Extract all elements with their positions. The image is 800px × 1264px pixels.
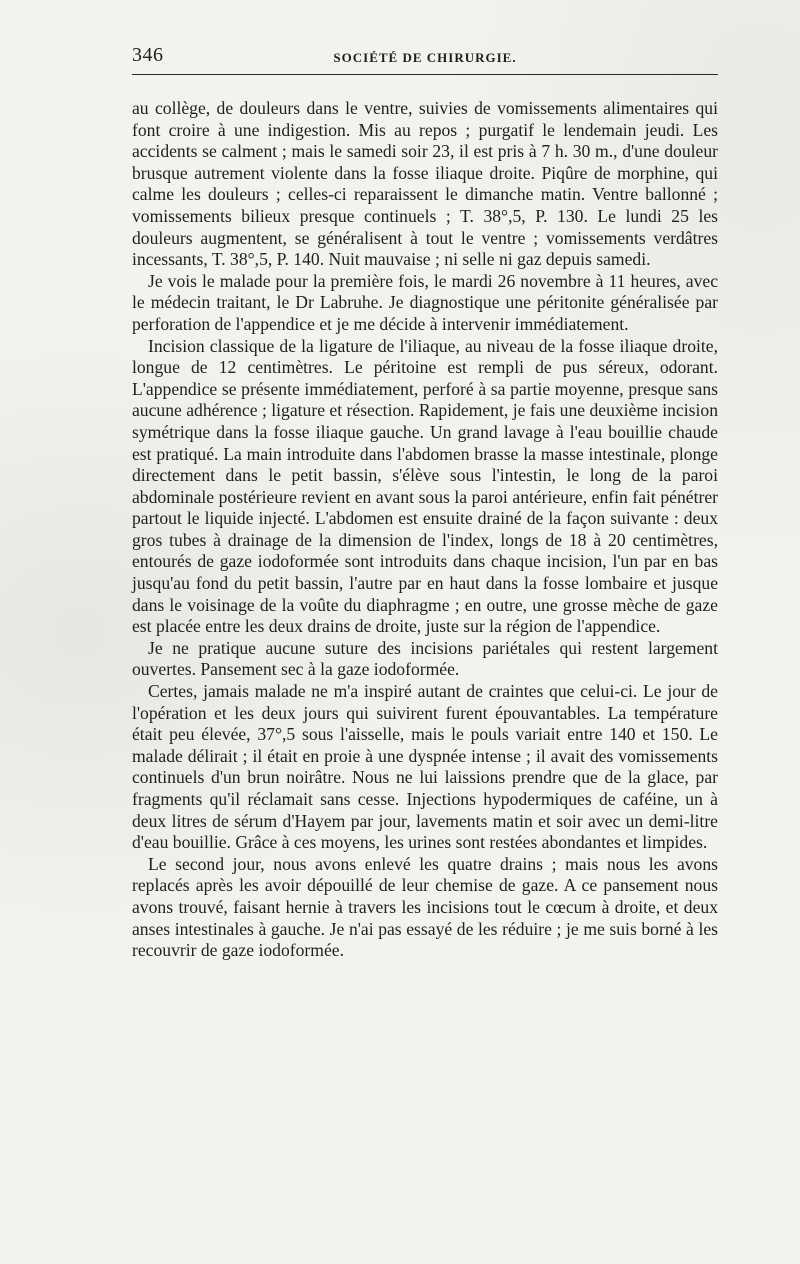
paragraph-diagnosis: Je vois le malade pour la première fois, le mardi 26 novembre à 11 heures, avec le médecin traitant, le Dr Labruhe. Je diagnostique une péritonite généralisée par perforation de l'appendice et je me décide à intervenir immédiatement. bbox=[132, 270, 718, 334]
paragraph-operation: Incision classique de la ligature de l'iliaque, au niveau de la fosse iliaque droite, longue de 12 centimètres. Le péritoine est rempli de pus séreux, odorant. L'appendice se présente immédiatement, perforé à sa partie moyenne, presque sans aucune adhérence ; ligature et résection. Rapidement, je fais une deuxième incision symétrique dans la fosse iliaque gauche. Un grand lavage à l'eau bouillie chaude est pratiqué. La main introduite dans l'abdomen brasse la masse intestinale, plonge directement dans le petit bassin, s'élève sous l'intestin, le long de la paroi abdominale postérieure revient en avant sous la paroi antérieure, enfin fait pénétrer partout le liquide injecté. L'abdomen est ensuite drainé de la façon suivante : deux gros tubes à drainage de la dimension de l'index, longs de 18 à 20 centimètres, entourés de gaze iodoformée sont introduits dans chaque incision, l'un par en bas jusqu'au fond du petit bassin, l'autre par en haut dans la fosse lombaire et jusque dans le voisinage de la voûte du diaphragme ; en outre, une grosse mèche de gaze est placée entre les deux drains de droite, juste sur la région de l'appendice. bbox=[132, 335, 718, 637]
paragraph-postop: Certes, jamais malade ne m'a inspiré autant de craintes que celui-ci. Le jour de l'opération et les deux jours qui suivirent furent épouvantables. La température était peu élevée, 37°,5 sous l'aisselle, mais le pouls variait entre 140 et 150. Le malade délirait ; il était en proie à une dyspnée intense ; il avait des vomissements continuels d'un brun noirâtre. Nous ne lui laissions prendre que de la glace, par fragments qu'il réclamait sans cesse. Injections hypodermiques de caféine, un à deux litres de sérum d'Hayem par jour, lavements matin et soir avec un demi-litre d'eau bouillie. Grâce à ces moyens, les urines sont restées abondantes et limpides. bbox=[132, 681, 718, 853]
paragraph-dressing: Je ne pratique aucune suture des incisions pariétales qui restent largement ouvertes. Pansement sec à la gaze iodoformée. bbox=[132, 637, 718, 680]
running-head: SOCIÉTÉ DE CHIRURGIE. bbox=[333, 50, 517, 65]
header-rule bbox=[132, 74, 718, 75]
page-header bbox=[132, 40, 718, 76]
page-number: 346 bbox=[132, 44, 164, 66]
paragraph-continuation: au collège, de douleurs dans le ventre, suivies de vomissements alimentaires qui font croire à une indigestion. Mis au repos ; purgatif le lendemain jeudi. Les accidents se calment ; mais le samedi soir 23, il est pris à 7 h. 30 m., d'une douleur brusque autrement violente dans la fosse iliaque droite. Piqûre de morphine, qui calme les douleurs ; celles-ci reparaissent le dimanche matin. Ventre ballonné ; vomissements bilieux presque continuels ; T. 38°,5, P. 130. Le lundi 25 les douleurs augmentent, se généralisent à tout le ventre ; vomissements verdâtres incessants, T. 38°,5, P. 140. Nuit mauvaise ; ni selle ni gaz depuis samedi. bbox=[132, 98, 718, 270]
body-text bbox=[132, 98, 718, 962]
paragraph-second-day: Le second jour, nous avons enlevé les quatre drains ; mais nous les avons replacés après les avoir dépouillé de leur chemise de gaze. A ce pansement nous avons trouvé, faisant hernie à travers les incisions tout le cœcum à droite, et deux anses intestinales à gauche. Je n'ai pas essayé de les réduire ; je me suis borné à les recouvrir de gaze iodoformée. bbox=[132, 853, 718, 961]
